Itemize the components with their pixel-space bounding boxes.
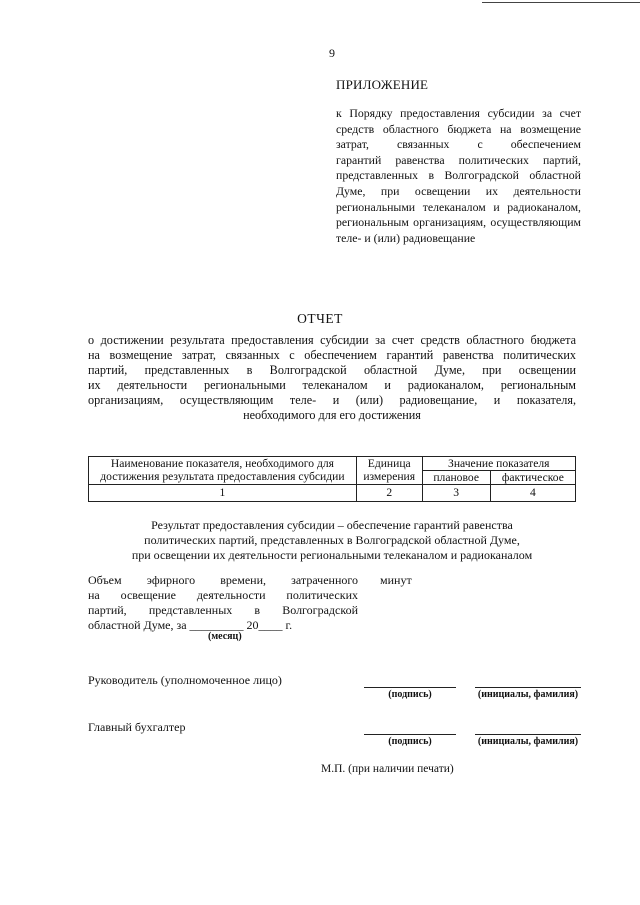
airtime-line: на освещение деятельности политических bbox=[88, 588, 358, 602]
report-title: ОТЧЕТ bbox=[297, 311, 343, 326]
header-indicator-value: Значение показателя bbox=[422, 457, 575, 471]
month-hint: (месяц) bbox=[208, 631, 242, 642]
subtitle-line: о достижении результата предоставления субсидии за счет средств областного бюджета bbox=[88, 333, 576, 347]
appendix-line: затрат, связанных с обеспечением bbox=[336, 137, 581, 152]
top-rule bbox=[482, 2, 640, 3]
header-indicator-name: Наименование показателя, необходимого для достижения результата предоставления субсидии bbox=[89, 457, 357, 485]
head-name-line bbox=[475, 687, 581, 688]
accountant-role-label: Главный бухгалтер bbox=[88, 720, 186, 734]
appendix-line: средств областного бюджета на возмещение bbox=[336, 121, 581, 136]
airtime-text bbox=[88, 573, 358, 633]
subtitle-line: на возмещение затрат, связанных с обеспечением гарантий равенства политических bbox=[88, 347, 576, 362]
head-name-label: (инициалы, фамилия) bbox=[477, 689, 579, 700]
appendix-line: Думе, при освещении их деятельности bbox=[336, 183, 581, 198]
accountant-signature-line bbox=[364, 734, 456, 735]
header-actual: фактическое bbox=[490, 471, 575, 485]
column-number: 4 bbox=[490, 485, 575, 502]
report-subtitle bbox=[88, 333, 576, 422]
appendix-line: региональным организациям, осуществляющим bbox=[336, 215, 581, 230]
subtitle-line: необходимого для его достижения bbox=[243, 407, 421, 422]
appendix-text bbox=[336, 106, 581, 246]
appendix-line: представленных в Волгоградской областной bbox=[336, 168, 581, 183]
header-planned: плановое bbox=[422, 471, 490, 485]
indicators-table bbox=[88, 456, 576, 502]
appendix-title: ПРИЛОЖЕНИЕ bbox=[336, 77, 429, 92]
appendix-line: к Порядку предоставления субсидии за счет bbox=[336, 106, 581, 120]
accountant-name-line bbox=[475, 734, 581, 735]
result-line: Результат предоставления субсидии – обеспечение гарантий равенства bbox=[151, 518, 513, 532]
head-signature-line bbox=[364, 687, 456, 688]
subtitle-line: их деятельности региональными телеканалом и радиоканалом, региональным bbox=[88, 377, 576, 392]
appendix-line: гарантий равенства политических партий, bbox=[336, 152, 581, 167]
accountant-signature-label: (подпись) bbox=[388, 736, 432, 747]
airtime-line: партий, представленных в Волгоградской bbox=[88, 603, 358, 617]
column-number: 3 bbox=[422, 485, 490, 502]
head-role-label: Руководитель (уполномоченное лицо) bbox=[88, 673, 282, 687]
table-header-row bbox=[89, 457, 576, 471]
accountant-name-label: (инициалы, фамилия) bbox=[477, 736, 579, 747]
result-line: политических партий, представленных в Волгоградской областной Думе, bbox=[144, 533, 520, 547]
result-text bbox=[88, 518, 576, 563]
airtime-line: областной Думе, за _________ 20____ г. bbox=[88, 618, 293, 632]
subtitle-line: организациям, осуществляющим теле- и (или) радиовещание, и показателя, bbox=[88, 392, 576, 407]
header-unit: Единица измерения bbox=[356, 457, 422, 485]
stamp-note: М.П. (при наличии печати) bbox=[321, 763, 454, 775]
airtime-unit: минут bbox=[380, 573, 412, 587]
column-number: 1 bbox=[89, 485, 357, 502]
appendix-line: региональными телеканалом и радиоканалом, bbox=[336, 199, 581, 214]
page-number: 9 bbox=[329, 46, 335, 60]
head-signature-label: (подпись) bbox=[388, 689, 432, 700]
column-number: 2 bbox=[356, 485, 422, 502]
table-number-row bbox=[89, 485, 576, 502]
airtime-line: Объем эфирного времени, затраченного bbox=[88, 573, 358, 587]
result-line: при освещении их деятельности региональными телеканалом и радиоканалом bbox=[131, 548, 533, 562]
subtitle-line: партий, представленных в Волгоградской областной Думе, при освещении bbox=[88, 362, 576, 377]
appendix-line: теле- и (или) радиовещание bbox=[336, 230, 476, 245]
